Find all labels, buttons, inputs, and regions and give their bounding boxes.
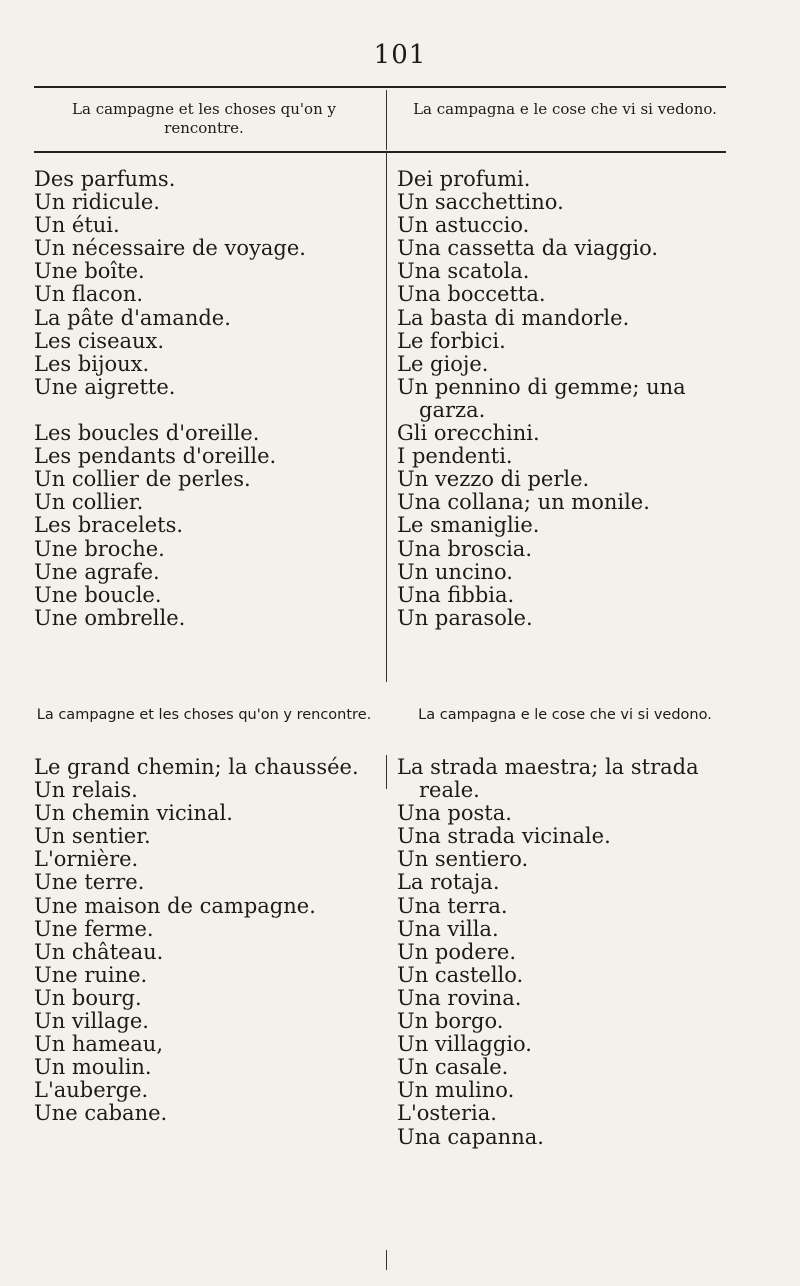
header-divider — [386, 90, 387, 150]
list-item: Un nécessaire de voyage. — [34, 236, 306, 261]
list-item: Un moulin. — [34, 1055, 152, 1080]
list-item: Una terra. — [397, 893, 508, 918]
list-item: Les boucles d'oreille. — [34, 421, 260, 446]
list-item: Une terre. — [34, 870, 145, 895]
list-item: Une boîte. — [34, 259, 145, 284]
list-item: Un mulino. — [397, 1078, 515, 1103]
section1-italian-list — [397, 168, 732, 630]
list-item: Un flacon. — [34, 282, 144, 307]
list-item: Une ombrelle. — [34, 605, 186, 630]
list-item: Le grand chemin; la chaussée. — [34, 755, 359, 779]
list-item: Un borgo. — [397, 1009, 504, 1034]
list-item: Le gioje. — [397, 351, 489, 376]
list-item: Les ciseaux. — [34, 328, 165, 353]
list-item: Un hameau, — [34, 1032, 164, 1057]
page-number: 101 — [373, 40, 427, 70]
column-divider-bottom — [386, 1250, 387, 1270]
list-item: Les pendants d'oreille. — [34, 444, 277, 469]
list-item: Una collana; un monile. — [397, 490, 650, 515]
header-french: La campagne et les choses qu'on y rencontre. — [72, 100, 336, 137]
list-item: Une aigrette. — [34, 374, 176, 399]
list-item: La strada maestra; la strada reale. — [397, 755, 699, 803]
column-divider — [386, 152, 387, 682]
list-item: Un bourg. — [34, 985, 142, 1010]
section2-header-italian: La campagna e le cose che vi si vedono. — [418, 707, 712, 723]
list-item: Una posta. — [397, 801, 512, 826]
list-item: Un vezzo di perle. — [397, 467, 590, 492]
list-item: Un sacchettino. — [397, 190, 564, 215]
list-item: Un casale. — [397, 1055, 509, 1080]
list-item: Les bracelets. — [34, 513, 184, 538]
list-item: L'auberge. — [34, 1078, 149, 1103]
list-item: Une boucle. — [34, 582, 162, 607]
section1-french-list — [34, 168, 374, 630]
list-item: Un village. — [34, 1009, 149, 1034]
list-item: Una fibbia. — [397, 582, 515, 607]
list-item: Gli orecchini. — [397, 421, 540, 446]
list-item: Une ruine. — [34, 962, 148, 987]
section2-header-french: La campagne et les choses qu'on y rencontre. — [36, 707, 372, 723]
list-item: Un podere. — [397, 939, 516, 964]
list-item: La basta di mandorle. — [397, 305, 630, 330]
list-item: Una capanna. — [397, 1124, 544, 1149]
list-item: L'osteria. — [397, 1101, 497, 1126]
list-item: Dei profumi. — [397, 167, 531, 191]
section2-italian-list — [397, 756, 732, 1149]
list-item: Les bijoux. — [34, 351, 150, 376]
list-item: L'ornière. — [34, 847, 139, 872]
header-italian: La campagna e le cose che vi si vedono. — [413, 100, 717, 118]
list-item: Una rovina. — [397, 985, 522, 1010]
list-item: Una strada vicinale. — [397, 824, 611, 849]
list-item: Un astuccio. — [397, 213, 530, 238]
column-divider-lower — [386, 755, 387, 789]
list-item: La pâte d'amande. — [34, 305, 231, 330]
list-item: Un ridicule. — [34, 190, 160, 215]
list-item: Une ferme. — [34, 916, 154, 941]
list-item: Un chemin vicinal. — [34, 801, 233, 826]
list-item: Le forbici. — [397, 328, 506, 353]
list-item: Una broscia. — [397, 536, 532, 561]
list-item: Un pennino di gemme; una garza. — [397, 374, 686, 422]
list-item: Une maison de campagne. — [34, 893, 316, 918]
list-item: Une agrafe. — [34, 559, 160, 584]
header-bottom-rule — [34, 151, 726, 153]
list-item: Un relais. — [34, 778, 138, 803]
list-item: Un villaggio. — [397, 1032, 532, 1057]
list-item — [34, 399, 374, 422]
top-rule — [34, 86, 726, 88]
list-item: Une broche. — [34, 536, 165, 561]
list-item: Un étui. — [34, 213, 120, 238]
section2-french-list — [34, 756, 374, 1126]
list-item: Un sentiero. — [397, 847, 529, 872]
list-item: I pendenti. — [397, 444, 513, 469]
list-item: Un sentier. — [34, 824, 151, 849]
list-item: Un castello. — [397, 962, 524, 987]
list-item: Le smaniglie. — [397, 513, 540, 538]
list-item: Un collier. — [34, 490, 144, 515]
list-item: Un collier de perles. — [34, 467, 251, 492]
list-item: Una scatola. — [397, 259, 530, 284]
list-item: La rotaja. — [397, 870, 500, 895]
list-item: Des parfums. — [34, 167, 176, 191]
list-item: Une cabane. — [34, 1101, 168, 1126]
list-item: Una cassetta da viaggio. — [397, 236, 659, 261]
list-item: Un château. — [34, 939, 164, 964]
list-item: Una villa. — [397, 916, 499, 941]
list-item: Una boccetta. — [397, 282, 546, 307]
list-item: Un parasole. — [397, 605, 533, 630]
list-item: Un uncino. — [397, 559, 513, 584]
